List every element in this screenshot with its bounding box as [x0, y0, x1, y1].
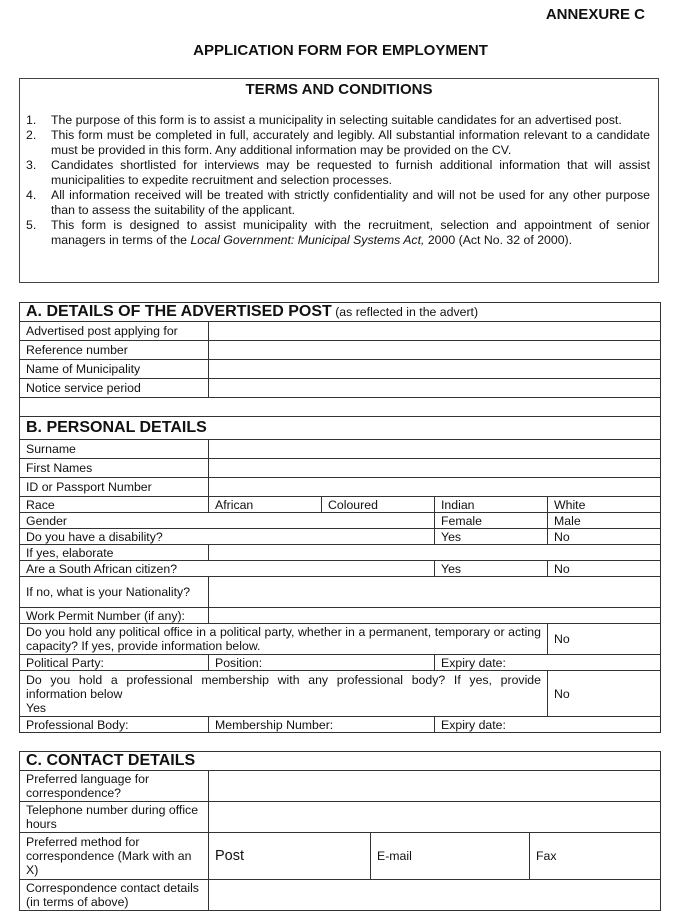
section-a-title: A. DETAILS OF THE ADVERTISED POST: [26, 303, 332, 320]
method-option-fax[interactable]: Fax: [530, 833, 661, 880]
professional-question-text: Do you hold a professional membership with any professional body? If yes, provide information below: [26, 672, 541, 701]
professional-yes-option[interactable]: Yes: [26, 700, 47, 715]
first-names-input[interactable]: [209, 459, 661, 478]
field-label: First Names: [20, 459, 209, 478]
method-option-email[interactable]: E-mail: [371, 833, 530, 880]
professional-membership-question: [20, 671, 548, 717]
surname-input[interactable]: [209, 440, 661, 459]
terms-item-number: 3.: [26, 158, 37, 172]
gender-option-male[interactable]: Male: [548, 513, 661, 529]
section-a-subtitle: (as reflected in the advert): [331, 305, 479, 319]
field-label: Notice service period: [20, 379, 209, 398]
section-a-b-table: [19, 302, 661, 733]
section-a-header: [20, 303, 661, 322]
disability-option-no[interactable]: No: [548, 529, 661, 545]
terms-item: [26, 158, 650, 188]
field-label: Reference number: [20, 341, 209, 360]
field-label: ID or Passport Number: [20, 478, 209, 497]
section-c-table: [19, 751, 661, 911]
spacer-row: [20, 398, 661, 417]
political-expiry-field[interactable]: Expiry date:: [435, 655, 661, 671]
terms-item-text: All information received will be treated with strictly confidentiality and will not be used for any other purpose than to assess the suitability of the applicant.: [51, 188, 650, 217]
field-label: Preferred method for correspondence (Mark with an X): [20, 833, 209, 880]
race-option-african[interactable]: African: [209, 497, 322, 513]
terms-item-number: 1.: [26, 113, 37, 127]
terms-item: [26, 113, 650, 128]
professional-expiry-field[interactable]: Expiry date:: [435, 717, 661, 733]
work-permit-input[interactable]: [209, 608, 661, 624]
political-office-question: Do you hold any political office in a political party, whether in a permanent, temporary or acting capacity? If yes, provide information below.: [20, 624, 548, 655]
field-label: Correspondence contact details (in terms of above): [20, 880, 209, 911]
citizen-option-no[interactable]: No: [548, 561, 661, 577]
field-label: Race: [20, 497, 209, 513]
terms-item-number: 5.: [26, 218, 37, 232]
gender-option-female[interactable]: Female: [435, 513, 548, 529]
terms-title: TERMS AND CONDITIONS: [245, 81, 433, 98]
field-label: Name of Municipality: [20, 360, 209, 379]
disability-option-yes[interactable]: Yes: [435, 529, 548, 545]
terms-item-text: 2000 (Act No. 32 of 2000).: [424, 233, 573, 247]
id-number-input[interactable]: [209, 478, 661, 497]
section-c-header: [20, 752, 661, 771]
professional-body-field[interactable]: Professional Body:: [20, 717, 209, 733]
field-label: If yes, elaborate: [20, 545, 209, 561]
telephone-input[interactable]: [209, 802, 661, 833]
terms-list: [26, 113, 650, 248]
field-label: Are a South African citizen?: [20, 561, 435, 577]
advertised-post-input[interactable]: [209, 322, 661, 341]
terms-item-text: This form is designed to assist municipality with the recruitment, selection and appointment of senior managers in terms of the: [51, 218, 650, 247]
terms-item-text: This form must be completed in full, accurately and legibly. All substantial information relevant to a candidate must be provided in this form. Any additional information may be provided on the CV.: [51, 128, 650, 157]
field-label: Advertised post applying for: [20, 322, 209, 341]
political-position-field[interactable]: Position:: [209, 655, 435, 671]
field-label: Do you have a disability?: [20, 529, 435, 545]
form-title: APPLICATION FORM FOR EMPLOYMENT: [193, 42, 488, 59]
nationality-input[interactable]: [209, 577, 661, 608]
race-option-coloured[interactable]: Coloured: [322, 497, 435, 513]
terms-item-number: 2.: [26, 128, 37, 142]
terms-item-text: Candidates shortlisted for interviews may be requested to furnish additional information that will assist municipalities to expedite recruitment and selection processes.: [51, 158, 650, 187]
reference-number-input[interactable]: [209, 341, 661, 360]
terms-item: [26, 218, 650, 248]
political-party-field[interactable]: Political Party:: [20, 655, 209, 671]
professional-membership-answer[interactable]: No: [548, 671, 661, 717]
preferred-language-input[interactable]: [209, 771, 661, 802]
section-c-title: C. CONTACT DETAILS: [26, 752, 196, 769]
field-label: Telephone number during office hours: [20, 802, 209, 833]
terms-item-text: The purpose of this form is to assist a municipality in selecting suitable candidates for an advertised post.: [51, 113, 622, 127]
terms-item: [26, 128, 650, 158]
political-office-answer[interactable]: No: [548, 624, 661, 655]
act-name: Local Government: Municipal Systems Act,: [190, 233, 425, 247]
annexure-label: ANNEXURE C: [545, 6, 645, 23]
race-option-indian[interactable]: Indian: [435, 497, 548, 513]
field-label: Surname: [20, 440, 209, 459]
terms-item: [26, 188, 650, 218]
terms-and-conditions-box: [19, 78, 659, 283]
section-b-header: [20, 417, 661, 440]
field-label: Gender: [20, 513, 435, 529]
section-b-title: B. PERSONAL DETAILS: [26, 419, 207, 436]
field-label: Work Permit Number (if any):: [20, 608, 209, 624]
field-label: Preferred language for correspondence?: [20, 771, 209, 802]
notice-period-input[interactable]: [209, 379, 661, 398]
citizen-option-yes[interactable]: Yes: [435, 561, 548, 577]
municipality-name-input[interactable]: [209, 360, 661, 379]
membership-number-field[interactable]: Membership Number:: [209, 717, 435, 733]
disability-elaborate-input[interactable]: [209, 545, 661, 561]
field-label: If no, what is your Nationality?: [20, 577, 209, 608]
method-option-post[interactable]: Post: [209, 833, 371, 880]
terms-item-number: 4.: [26, 188, 37, 202]
race-option-white[interactable]: White: [548, 497, 661, 513]
correspondence-details-input[interactable]: [209, 880, 661, 911]
